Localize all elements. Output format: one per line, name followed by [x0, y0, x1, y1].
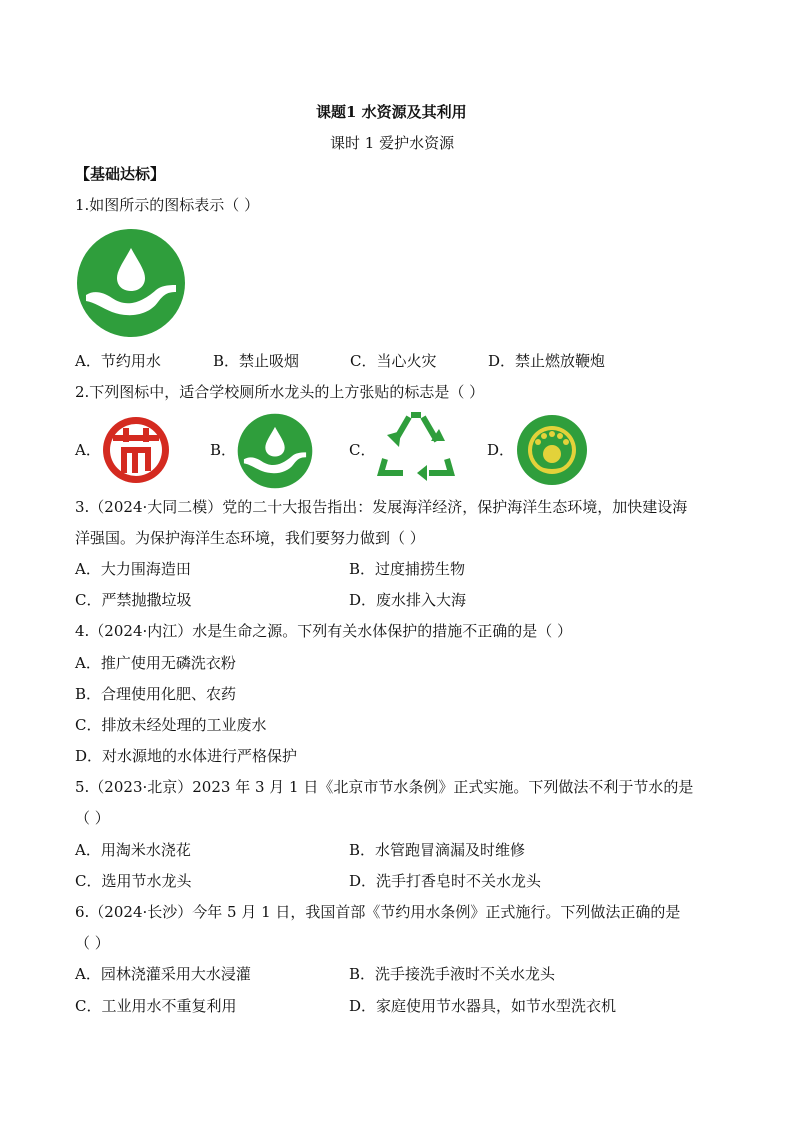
q2-option-a[interactable]: A．: [75, 441, 101, 459]
china-environmental-label-icon: [516, 414, 588, 486]
question-3-stem-line2: 洋强国。为保护海洋生态环境，我们要努力做到（ ）: [75, 529, 425, 547]
q2-option-c[interactable]: C．: [349, 441, 376, 459]
question-5-stem-line1: 5.（2023·北京）2023 年 3 月 1 日《北京市节水条例》正式实施。下列做法不利于节水的是: [75, 778, 694, 796]
recycle-icon: [375, 411, 457, 485]
water-saving-emblem-icon: [101, 415, 171, 485]
q1-option-b[interactable]: B．禁止吸烟: [213, 352, 300, 370]
q2-option-b[interactable]: B．: [210, 441, 237, 459]
water-saving-icon: [76, 228, 186, 338]
q3-option-b[interactable]: B．过度捕捞生物: [349, 560, 466, 578]
q1-option-c[interactable]: C．当心火灾: [350, 352, 437, 370]
section-heading: 【基础达标】: [75, 165, 166, 183]
page-title: 课题1 水资源及其利用: [316, 103, 467, 121]
water-drop-icon: [237, 413, 313, 489]
q3-option-d[interactable]: D．废水排入大海: [349, 591, 467, 609]
q4-option-b[interactable]: B．合理使用化肥、农药: [75, 685, 237, 703]
question-6-stem-line2: （ ）: [75, 934, 110, 952]
q1-option-a[interactable]: A．节约用水: [75, 352, 161, 370]
q4-option-d[interactable]: D．对水源地的水体进行严格保护: [75, 747, 298, 765]
q3-option-c[interactable]: C．严禁抛撒垃圾: [75, 591, 192, 609]
question-6-stem-line1: 6.（2024·长沙）今年 5 月 1 日，我国首部《节约用水条例》正式施行。下列做法正确的是: [75, 903, 681, 921]
q6-option-a[interactable]: A．园林浇灌采用大水浸灌: [75, 965, 251, 983]
q5-option-c[interactable]: C．选用节水龙头: [75, 872, 192, 890]
page-subtitle: 课时 1 爱护水资源: [330, 134, 455, 152]
q4-option-c[interactable]: C．排放未经处理的工业废水: [75, 716, 267, 734]
question-5-stem-line2: （ ）: [75, 809, 110, 827]
question-3-stem-line1: 3.（2024·大同二模）党的二十大报告指出：发展海洋经济，保护海洋生态环境，加快建设海: [75, 498, 688, 516]
q4-option-a[interactable]: A．推广使用无磷洗衣粉: [75, 654, 236, 672]
q5-option-b[interactable]: B．水管跑冒滴漏及时维修: [349, 841, 526, 859]
q6-option-d[interactable]: D．家庭使用节水器具，如节水型洗衣机: [349, 997, 617, 1015]
q6-option-b[interactable]: B．洗手接洗手液时不关水龙头: [349, 965, 556, 983]
q1-option-d[interactable]: D．禁止燃放鞭炮: [488, 352, 606, 370]
q3-option-a[interactable]: A．大力围海造田: [75, 560, 191, 578]
question-2-stem: 2.下列图标中，适合学校厕所水龙头的上方张贴的标志是（ ）: [75, 383, 485, 401]
q5-option-d[interactable]: D．洗手打香皂时不关水龙头: [349, 872, 542, 890]
q6-option-c[interactable]: C．工业用水不重复利用: [75, 997, 237, 1015]
q2-option-d[interactable]: D．: [487, 441, 515, 459]
question-1-stem: 1.如图所示的图标表示（ ）: [75, 196, 260, 214]
q5-option-a[interactable]: A．用淘米水浇花: [75, 841, 191, 859]
question-4-stem: 4.（2024·内江）水是生命之源。下列有关水体保护的措施不正确的是（ ）: [75, 622, 573, 640]
